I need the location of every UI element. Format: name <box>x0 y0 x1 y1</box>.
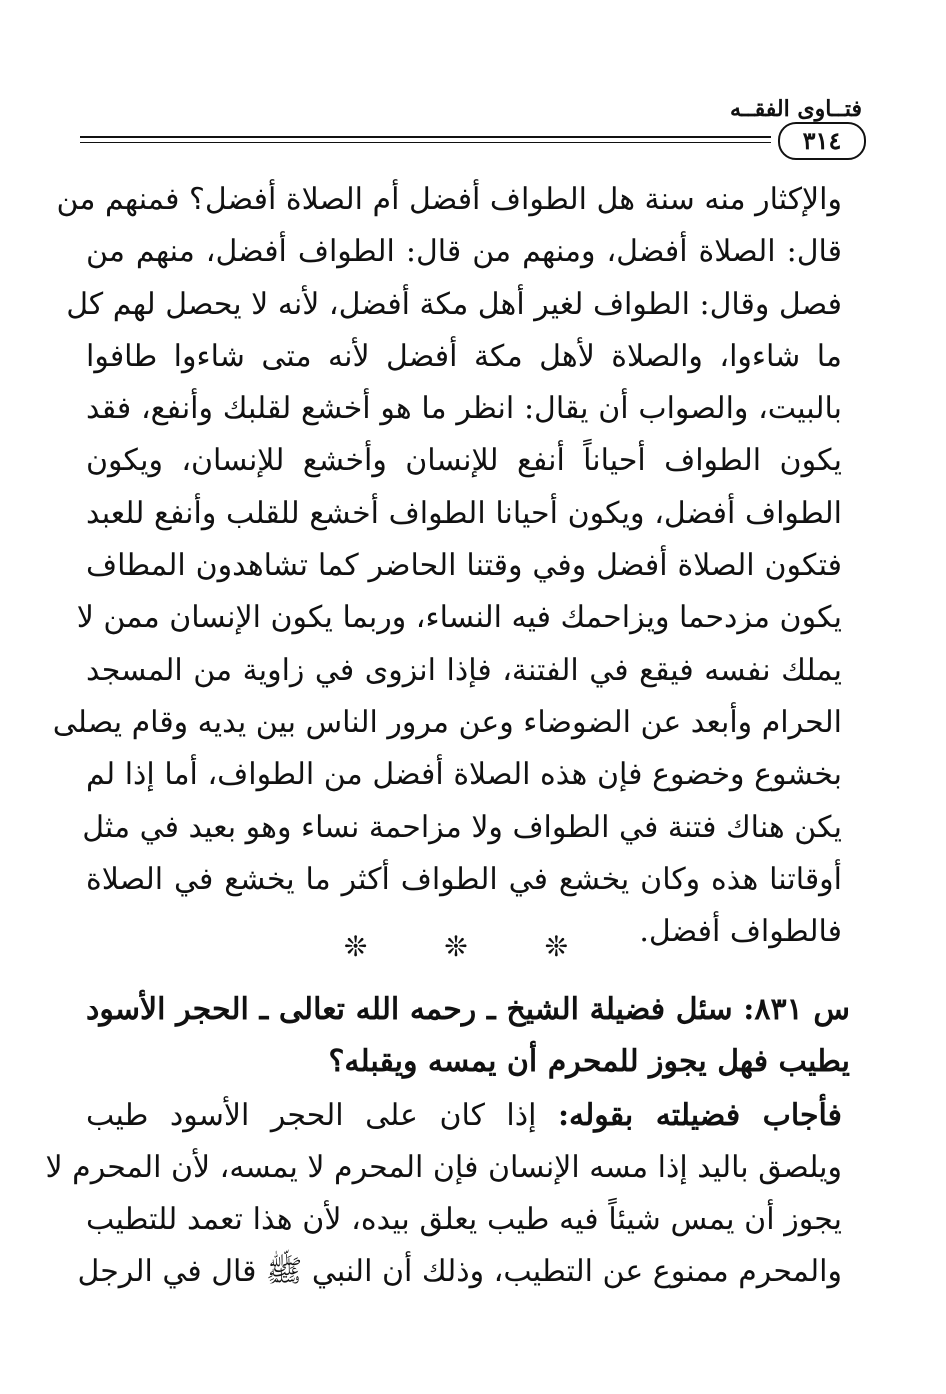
question-line <box>86 984 850 1036</box>
answer-line: ويلصق باليد إذا مسه الإنسان فإن المحرم لا يمسه، لأن المحرم لا <box>45 1150 842 1185</box>
text-line: والإكثار منه سنة هل الطواف أفضل أم الصلاة أفضل؟ فمنهم من <box>56 182 842 217</box>
text-line: ما شاءوا، والصلاة لأهل مكة أفضل لأنه متى شاءوا طافوا <box>86 338 842 374</box>
question-text: سئل فضيلة الشيخ ـ رحمه الله تعالى ـ الحجر الأسود <box>86 992 733 1027</box>
text-line: يكون مزدحما ويزاحمك فيه النساء، وربما يكون الإنسان ممن لا <box>76 600 842 636</box>
text-line: الطواف أفضل، ويكون أحيانا الطواف أخشع للقلب وأنفع للعبد <box>86 495 842 531</box>
running-title: فتــاوى الفقــه <box>729 96 862 122</box>
text-line: يكون الطواف أحياناً أنفع للإنسان وأخشع للإنسان، ويكون <box>86 443 842 479</box>
answer-line <box>86 1090 842 1142</box>
text-line: الحرام وأبعد عن الضوضاء وعن مرور الناس بين يديه وقام يصلى <box>52 704 842 740</box>
text-line: يكن هناك فتنة في الطواف ولا مزاحمة نساء وهو بعيد في مثل <box>82 809 842 845</box>
answer-line: والمحرم ممنوع عن التطيب، وذلك أن النبي ﷺ قال في الرجل <box>77 1254 842 1289</box>
text-line: قال: الصلاة أفضل، ومنهم من قال: الطواف أفضل، منهم من <box>86 234 842 270</box>
answer-block <box>45 1090 842 1298</box>
page-number: ٣١٤ <box>778 122 866 160</box>
text-line: يملك نفسه فيقع في الفتنة، فإذا انزوى في زاوية من المسجد <box>86 652 842 688</box>
text-line: بخشوع وخضوع فإن هذه الصلاة أفضل من الطواف، أما إذا لم <box>86 757 842 793</box>
question-block <box>86 984 850 1088</box>
answer-text: إذا كان على الحجر الأسود طيب <box>86 1098 537 1133</box>
question-label: س ٨٣١: <box>743 992 850 1027</box>
text-line: فالطواف أفضل. <box>639 914 842 950</box>
section-separator: ❊ ❊ ❊ <box>343 930 603 963</box>
header-rule-thin <box>80 142 771 143</box>
text-line: بالبيت، والصواب أن يقال: انظر ما هو أخشع لقلبك وأنفع، فقد <box>86 391 842 427</box>
answer-line: يجوز أن يمس شيئاً فيه طيب يعلق بيده، لأن هذا تعمد للتطيب <box>86 1202 842 1237</box>
text-line: فتكون الصلاة أفضل وفي وقتنا الحاضر كما تشاهدون المطاف <box>86 548 842 584</box>
question-line: يطيب فهل يجوز للمحرم أن يمسه ويقبله؟ <box>328 1044 850 1079</box>
body-text <box>52 174 842 958</box>
text-line: فصل وقال: الطواف لغير أهل مكة أفضل، لأنه لا يحصل لهم كل <box>66 286 842 322</box>
text-line: أوقاتنا هذه وكان يخشع في الطواف أكثر ما يخشع في الصلاة <box>86 861 842 897</box>
header-rule <box>80 136 771 138</box>
page-header <box>80 92 866 155</box>
answer-lead: فأجاب فضيلته بقوله: <box>557 1098 842 1133</box>
